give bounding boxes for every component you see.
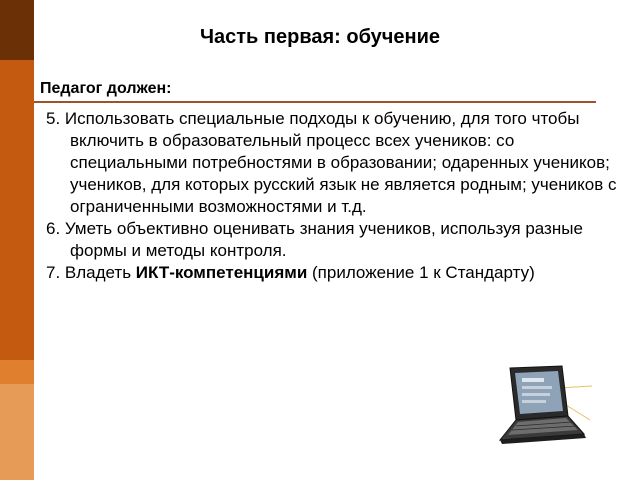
ikt-term: ИКТ-компетенциями	[135, 263, 308, 282]
sidebar-band-orange	[0, 60, 34, 360]
sidebar-band-pale	[0, 384, 34, 480]
requirements-list	[46, 108, 626, 284]
laptop-icon	[488, 360, 600, 452]
sidebar-band-light	[0, 360, 34, 384]
slide-subtitle: Педагог должен:	[40, 80, 172, 97]
list-item	[46, 262, 626, 284]
slide-title: Часть первая: обучение	[199, 26, 441, 48]
left-decorative-bar	[0, 0, 34, 480]
list-item: 6. Уметь объективно оценивать знания учеников, используя разные формы и методы контроля.	[46, 219, 583, 260]
list-item-prefix: 7. Владеть	[46, 263, 136, 282]
title-divider	[34, 101, 596, 103]
list-item: 5. Использовать специальные подходы к обучению, для того чтобы включить в образовательный процесс всех учеников: со специальными потребностями в образовании; одаренных учеников; учеников, для которых русский язык не является родным; учеников с ограниченными возможностями и т.д.	[46, 109, 617, 216]
list-item-suffix: (приложение 1 к Стандарту)	[307, 263, 535, 282]
